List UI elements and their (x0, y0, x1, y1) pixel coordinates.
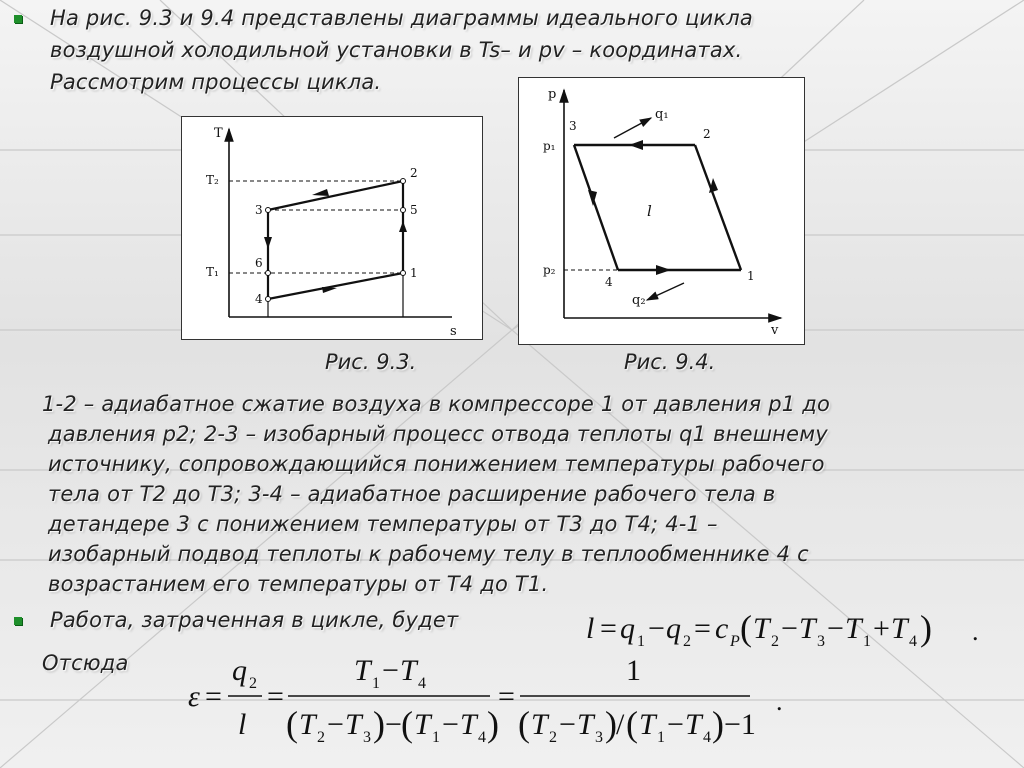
intro-line-2: воздушной холодильной установки в Ts– и pv – координатах. (50, 38, 743, 62)
ts-point-3: 3 (255, 203, 263, 217)
svg-text:1: 1 (657, 729, 665, 746)
svg-text:P: P (730, 633, 740, 650)
svg-text:T: T (753, 612, 770, 645)
svg-text:−: − (559, 708, 576, 741)
intro-line-3: Рассмотрим процессы цикла. (50, 70, 382, 94)
process-line-3: источнику, сопровождающийся понижением температуры рабочего (48, 452, 825, 476)
svg-text:=: = (694, 612, 711, 645)
process-line-6: изобарный подвод теплоты к рабочему телу в теплообменнике 4 с (48, 542, 809, 566)
pv-point-1: 1 (747, 269, 755, 283)
svg-text:1: 1 (432, 729, 440, 746)
ts-point-4: 4 (255, 292, 263, 306)
svg-text:(: ( (401, 704, 413, 744)
svg-text:2: 2 (549, 729, 557, 746)
formula-cop (180, 640, 800, 764)
svg-text:T: T (799, 612, 816, 645)
figure-pv-diagram (518, 77, 805, 345)
svg-text:T: T (845, 612, 862, 645)
svg-text:c: c (715, 612, 729, 645)
intro-line-1: На рис. 9.3 и 9.4 представлены диаграммы идеального цикла (50, 6, 753, 30)
svg-text:2: 2 (683, 633, 691, 650)
svg-text:T: T (891, 612, 908, 645)
svg-text:q: q (666, 612, 681, 645)
process-line-4: тела от Т2 до Т3; 3-4 – адиабатное расширение рабочего тела в (48, 482, 776, 506)
pv-level-p1: p₁ (543, 139, 556, 153)
svg-text:): ) (712, 704, 724, 744)
svg-text:=: = (267, 680, 284, 713)
svg-text:): ) (605, 704, 617, 744)
bullet-work (14, 617, 22, 625)
svg-text:−: − (781, 612, 798, 645)
svg-text:.: . (776, 687, 783, 716)
pv-level-p2: p₂ (543, 263, 556, 277)
svg-text:2: 2 (771, 633, 779, 650)
svg-text:=: = (205, 680, 222, 713)
pv-point-4: 4 (605, 275, 613, 289)
svg-text:(: ( (286, 704, 298, 744)
svg-text:(: ( (518, 704, 530, 744)
svg-text:4: 4 (418, 675, 426, 692)
process-line-5: детандере 3 с понижением температуры от Т3 до Т4; 4-1 – (48, 512, 718, 536)
pv-work-label: l (647, 202, 652, 220)
pv-heat-in: q₂ (632, 293, 646, 308)
svg-text:(: ( (740, 608, 752, 648)
svg-text:−: − (327, 708, 344, 741)
process-line-1: 1-2 – адиабатное сжатие воздуха в компрессоре 1 от давления р1 до (42, 392, 830, 416)
hence-label: Отсюда (42, 651, 129, 675)
bullet-intro (14, 15, 22, 23)
svg-text:−: − (442, 708, 459, 741)
svg-text:.: . (972, 617, 979, 646)
svg-text:ε: ε (188, 680, 200, 713)
pv-heat-out: q₁ (655, 107, 669, 122)
svg-text:−1: −1 (724, 708, 756, 741)
svg-text:1: 1 (626, 654, 641, 687)
svg-text:T: T (577, 708, 594, 741)
svg-text:4: 4 (909, 633, 917, 650)
svg-text:4: 4 (703, 729, 711, 746)
svg-text:1: 1 (637, 633, 645, 650)
svg-text:T: T (639, 708, 656, 741)
svg-text:−: − (382, 654, 399, 687)
ts-level-t2: T₂ (206, 173, 219, 187)
process-line-7: возрастанием его температуры от Т4 до Т1. (48, 572, 549, 596)
svg-text:T: T (345, 708, 362, 741)
svg-text:T: T (460, 708, 477, 741)
caption-figure-9-4: Рис. 9.4. (624, 350, 716, 374)
svg-text:−: − (667, 708, 684, 741)
pv-axis-x: v (771, 323, 779, 338)
svg-text:4: 4 (478, 729, 486, 746)
svg-text:−: − (385, 708, 402, 741)
svg-text:=: = (498, 680, 515, 713)
svg-text:/: / (616, 708, 625, 741)
svg-text:1: 1 (863, 633, 871, 650)
svg-text:2: 2 (249, 675, 257, 692)
svg-text:q: q (620, 612, 635, 645)
svg-text:2: 2 (317, 729, 325, 746)
svg-text:): ) (487, 704, 499, 744)
pv-point-2: 2 (703, 127, 711, 141)
svg-text:T: T (354, 654, 371, 687)
svg-text:): ) (373, 704, 385, 744)
svg-text:T: T (400, 654, 417, 687)
svg-text:3: 3 (363, 729, 371, 746)
svg-text:+: + (873, 612, 890, 645)
figure-ts-diagram (181, 116, 483, 340)
svg-text:1: 1 (372, 675, 380, 692)
svg-text:3: 3 (595, 729, 603, 746)
pv-point-3: 3 (569, 119, 577, 133)
ts-level-t1: T₁ (206, 265, 219, 279)
work-label: Работа, затраченная в цикле, будет (50, 608, 459, 632)
svg-text:T: T (685, 708, 702, 741)
svg-text:T: T (531, 708, 548, 741)
ts-point-1: 1 (410, 266, 418, 280)
pv-axis-y: p (548, 87, 557, 102)
svg-text:l: l (238, 708, 247, 741)
svg-text:−: − (827, 612, 844, 645)
svg-text:−: − (648, 612, 665, 645)
process-line-2: давления р2; 2-3 – изобарный процесс отвода теплоты q1 внешнему (48, 422, 828, 446)
svg-text:=: = (600, 612, 617, 645)
svg-text:T: T (414, 708, 431, 741)
ts-axis-x: s (450, 324, 457, 339)
svg-text:3: 3 (817, 633, 825, 650)
svg-text:): ) (920, 608, 932, 648)
svg-text:T: T (299, 708, 316, 741)
ts-point-5: 5 (410, 203, 418, 217)
ts-axis-y: T (214, 126, 223, 141)
svg-text:(: ( (626, 704, 638, 744)
ts-point-6: 6 (255, 256, 263, 270)
svg-text:q: q (232, 654, 247, 687)
ts-point-2: 2 (410, 166, 418, 180)
svg-text:l: l (586, 612, 595, 645)
caption-figure-9-3: Рис. 9.3. (325, 350, 417, 374)
